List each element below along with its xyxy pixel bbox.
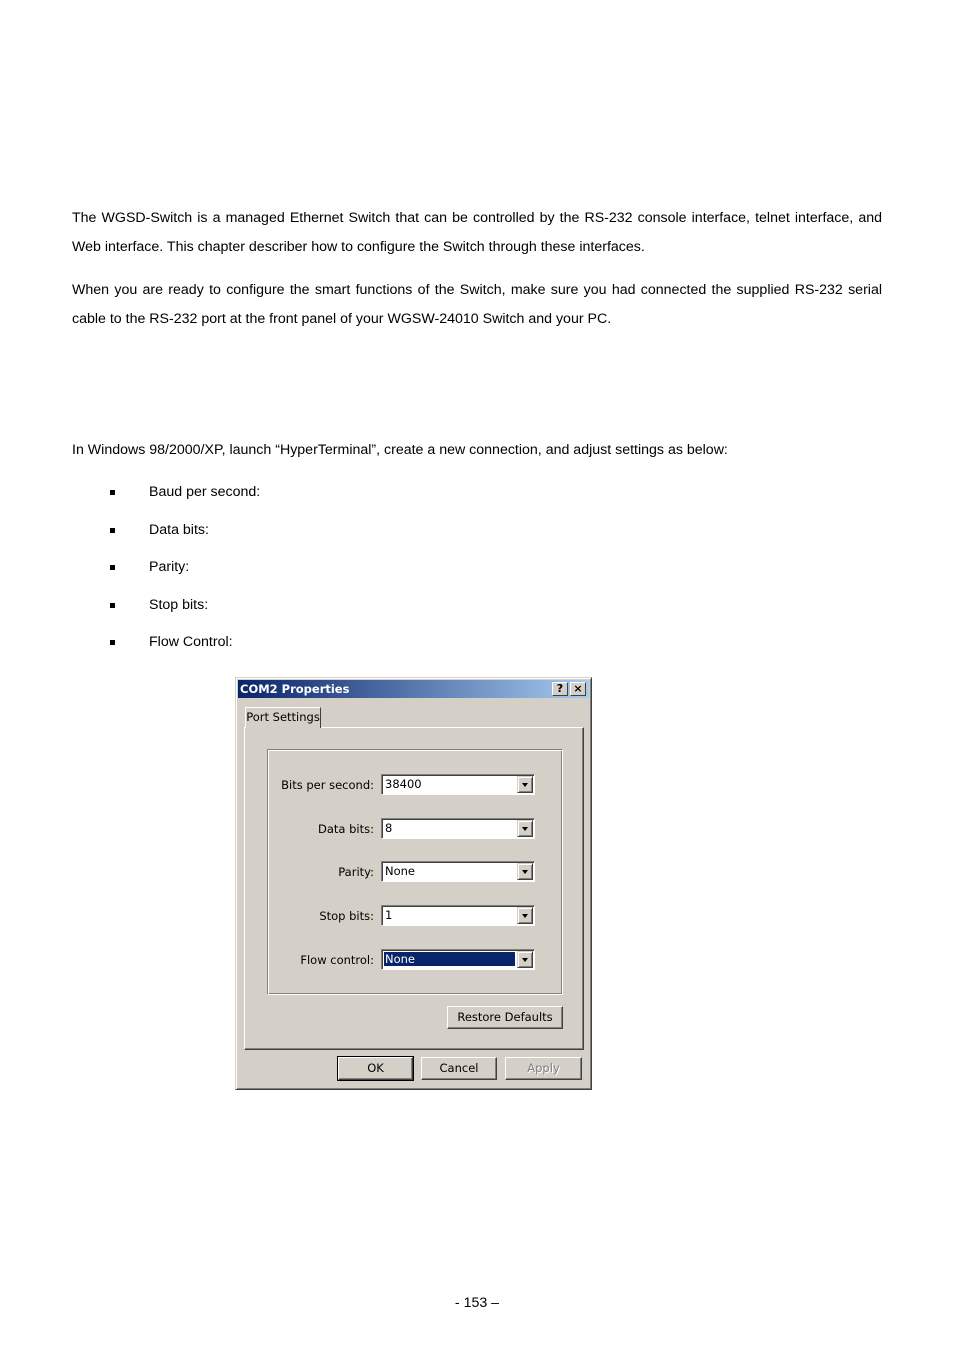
com2-properties-dialog bbox=[235, 677, 592, 1090]
bullet-icon bbox=[110, 490, 115, 495]
chevron-down-icon[interactable] bbox=[517, 776, 533, 793]
bullet-icon bbox=[110, 565, 115, 570]
data-bits-value: 8 bbox=[385, 821, 393, 835]
cancel-button[interactable]: Cancel bbox=[421, 1057, 497, 1080]
stop-bits-label: Stop bits: bbox=[319, 909, 374, 923]
bits-per-second-value: 38400 bbox=[385, 777, 422, 791]
dialog-titlebar[interactable] bbox=[238, 680, 589, 698]
parity-value: None bbox=[385, 864, 416, 878]
intro-paragraph: The WGSD-Switch is a managed Ethernet Switch that can be controlled by the RS-232 console interface, telnet interface, and Web interface. This chapter describer how to configure the Switch through these interfaces. bbox=[72, 210, 882, 255]
flow-control-label: Flow control: bbox=[300, 953, 374, 967]
help-icon: ? bbox=[556, 682, 564, 695]
bits-per-second-label: Bits per second: bbox=[281, 778, 374, 792]
bullet-icon bbox=[110, 640, 115, 645]
bullet-icon bbox=[110, 528, 115, 533]
chevron-down-icon[interactable] bbox=[517, 907, 533, 924]
restore-defaults-button[interactable]: Restore Defaults bbox=[447, 1006, 563, 1029]
data-bits-label: Data bits: bbox=[318, 822, 374, 836]
flow-control-select[interactable] bbox=[381, 949, 535, 970]
settings-group bbox=[267, 749, 563, 995]
chevron-down-icon[interactable] bbox=[517, 820, 533, 837]
connection-paragraph: When you are ready to configure the smart functions of the Switch, make sure you had connected the supplied RS-232 serial cable to the RS-232 port at the front panel of your WGSW-24010 Switch and your PC. bbox=[72, 282, 882, 327]
close-button[interactable] bbox=[570, 682, 586, 696]
data-bits-select[interactable] bbox=[381, 818, 535, 839]
stop-bits-value: 1 bbox=[385, 908, 393, 922]
ok-button[interactable]: OK bbox=[338, 1057, 413, 1080]
chevron-down-icon[interactable] bbox=[517, 951, 533, 968]
hyperterminal-paragraph: In Windows 98/2000/XP, launch “HyperTerminal”, create a new connection, and adjust settings as below: bbox=[72, 442, 728, 458]
page-number: - 153 – bbox=[454, 1295, 500, 1311]
help-button[interactable] bbox=[552, 682, 568, 696]
port-settings-panel bbox=[244, 727, 584, 1050]
flow-control-value: None bbox=[384, 952, 515, 966]
stop-bits-select[interactable] bbox=[381, 905, 535, 926]
chevron-down-icon[interactable] bbox=[517, 863, 533, 880]
parity-select[interactable] bbox=[381, 861, 535, 882]
tab-port-settings[interactable]: Port Settings bbox=[245, 707, 321, 728]
bullet-icon bbox=[110, 603, 115, 608]
close-icon: × bbox=[573, 682, 583, 695]
bits-per-second-select[interactable] bbox=[381, 774, 535, 795]
apply-button[interactable]: Apply bbox=[505, 1057, 582, 1080]
dialog-title: COM2 Properties bbox=[240, 682, 350, 696]
parity-label: Parity: bbox=[338, 865, 374, 879]
